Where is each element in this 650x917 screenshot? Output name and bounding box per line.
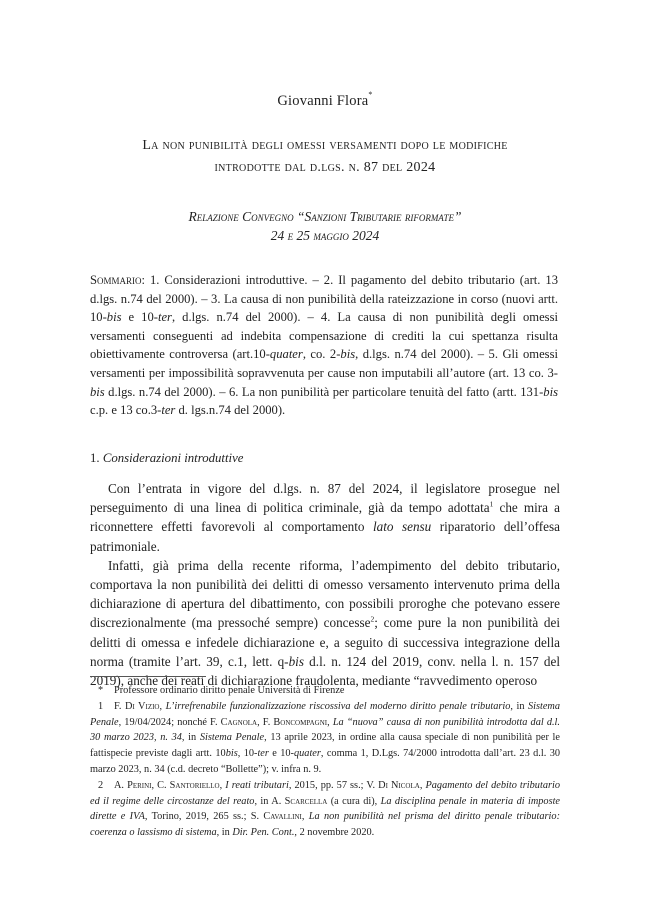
footnote-text: , 13 aprile 2023, in ordine alla causa speciale di non punibilità per le fattispecie previste dagli artt. 10 (90, 732, 560, 760)
subtitle-line-1: Relazione Convegno “Sanzioni Tributarie riformate” (188, 209, 462, 224)
section-number: 1. (90, 451, 100, 465)
footnote-author: Cavallini (263, 811, 302, 823)
footnote-author: Di Vizio (124, 700, 160, 712)
footnote-number: * (98, 685, 104, 696)
footnote-text: , (327, 716, 333, 728)
subtitle-line-2: 24 e 25 maggio 2024 (270, 228, 380, 243)
footnote-author: Perini (127, 779, 152, 791)
footnote-italic: Dir. Pen. Cont. (232, 827, 295, 839)
footnote-text: F. (114, 700, 125, 712)
footnote-text: , 2 novembre 2020. (294, 827, 375, 839)
footnote-text: (a cura di), (327, 795, 381, 807)
footnote-star (90, 683, 560, 699)
body-text-run: che mira a riconnettere effetti favorevoli al comportamento (90, 500, 560, 535)
footnote-author: Cagnola (220, 716, 258, 728)
footnote-italic: quater (294, 748, 321, 760)
footnote-italic: bis (225, 748, 238, 760)
author-name (0, 90, 650, 110)
summary-italic: bis (106, 310, 122, 325)
footnote-text: , C. (151, 779, 170, 791)
footnote-text: , in A. (254, 795, 285, 807)
footnote-text: , (301, 811, 309, 823)
summary-text: e 10- (121, 310, 158, 325)
summary-italic: ter (161, 403, 176, 418)
footnote-ref[interactable]: 2 (370, 615, 375, 625)
summary-italic: ter (157, 310, 172, 325)
summary-text: , co. 2- (302, 347, 341, 362)
body-paragraph-1 (90, 479, 560, 556)
article-title (60, 135, 590, 179)
footnote-ref[interactable]: 1 (489, 499, 494, 509)
footnote-italic: La non punibilità nel prisma del diritto penale tributario: coerenza o lassismo di sistema (90, 811, 560, 839)
body-paragraph-2 (90, 556, 560, 690)
summary-text: d. lgs.n.74 del 2000). (175, 403, 286, 418)
summary-text: , d.lgs. n.74 del 2000). – 4. La causa di non punibilità degli omessi versamenti conseguenti ad indebita compensazione di crediti la cui spettanza risulta obiettivamente controversa (art.10- (90, 310, 558, 362)
footnote-italic: Sistema Penale (90, 700, 561, 728)
summary-italic: bis (90, 384, 105, 399)
body-text-run: Infatti, già prima della recente riforma, l’adempimento del debito tributario, comportava la non punibilità dei delitti di omesso versamento intervenuto prima della dichiarazione di apertura del dibattimento, con possibili proroghe che potevano essere discrezionalmente (ma pressoché sempre) concesse (90, 557, 560, 631)
footnote-divider (90, 676, 206, 677)
author-footnote-mark: * (368, 90, 373, 99)
footnote-1 (90, 699, 560, 778)
body-italic: bis (288, 653, 304, 669)
article-subtitle (60, 207, 590, 245)
footnote-italic: La disciplina penale in materia di imposte dirette e IVA (90, 795, 561, 823)
footnote-italic: I reati tributari (225, 779, 289, 791)
body-text-run: ; come pure la non punibilità dei delitti di omessa e infedele dichiarazione e, a seguito di successiva integrazione della norma (tramite l’art. 39, c.1, lett. q- (90, 615, 560, 669)
footnote-text: Professore ordinario diritto penale Università di Firenze (114, 685, 345, 696)
footnote-text: , Torino, 2019, 265 ss.; S. (144, 811, 264, 823)
author-name-text: Giovanni Flora (277, 93, 369, 109)
footnote-text: , F. (257, 716, 274, 728)
summary-italic: bis (543, 384, 558, 399)
footnote-italic: Sistema Penale (199, 732, 265, 744)
footnote-number: 2 (98, 779, 104, 791)
summary-italic: bis (340, 347, 356, 362)
summary-label: Sommario: (90, 273, 146, 287)
footnote-text: , 2015, pp. 57 ss.; V. (288, 779, 379, 791)
footnote-text: in (184, 732, 200, 744)
footnote-2 (90, 778, 560, 841)
title-line-2: introdotte dal d.lgs. n. 87 del 2024 (214, 160, 436, 175)
footnote-italic: L’irrefrenabile funzionalizzazione riscossiva del moderno diritto penale tributario (165, 700, 511, 712)
footnote-text: , in (216, 827, 233, 839)
body-text-run: Con l’entrata in vigore del d.lgs. n. 87 del 2024, il legislatore prosegue nel perseguimento di una linea di politica criminale, già da tempo adottata (90, 481, 560, 516)
footnote-text: e 10- (268, 748, 294, 760)
footnote-author: Scarcella (284, 795, 328, 807)
footnote-author: Di Nicola (378, 779, 420, 791)
footnote-text: , 19/04/2024; nonché F. (118, 716, 221, 728)
summary-text: c.p. e 13 co.3- (90, 403, 162, 418)
section-heading (90, 451, 558, 466)
footnote-author: Boncompagni (273, 716, 328, 728)
section-title: Considerazioni introduttive (102, 451, 244, 465)
body-text (90, 479, 560, 690)
summary-italic: quater (269, 347, 303, 362)
footnote-text: , (159, 700, 166, 712)
footnote-text: , comma 1, D.Lgs. 74/2000 introdotta dall’art. 23 d.l. 30 marzo 2023, n. 34 (c.d. decreto “Bollette”); v. infra n. 9. (90, 748, 560, 775)
footnote-italic: Pagamento del debito tributario ed il regime delle circostanze del reato (90, 779, 560, 807)
footnote-number: 1 (98, 700, 104, 712)
footnote-text: , (219, 779, 226, 791)
footnotes (90, 683, 560, 841)
summary-text: d.lgs. n.74 del 2000). – 6. La non punibilità per particolare tenuità del fatto (artt. 131- (104, 384, 544, 399)
body-italic: lato sensu (372, 519, 432, 535)
body-text-run: d.l. n. 124 del 2019, conv. nella l. n. 157 del 2019), anche dei reati di dichiarazione fraudolenta, mediante “ravvedimento operoso (90, 653, 560, 689)
footnote-text: , (419, 779, 426, 791)
footnote-text: A. (114, 779, 128, 791)
footnote-text: , in (510, 700, 528, 712)
summary-text: , d.lgs. n.74 del 2000). – 5. Gli omessi versamenti per impossibilità sopravvenuta per cause non imputabili all’autore (art. 13 co. 3- (90, 347, 558, 380)
summary-text: 1. Considerazioni introduttive. – 2. Il pagamento del debito tributario (art. 13 d.lgs. n.74 del 2000). – 3. La causa di non punibilità della rateizzazione in corso (nuovi artt. 10- (90, 273, 558, 325)
summary-paragraph (90, 271, 558, 420)
footnote-author: Santoriello (169, 779, 220, 791)
body-text-run: riparatorio dell’offesa patrimoniale. (90, 519, 560, 554)
footnote-italic: La “nuova” causa di non punibilità introdotta dal d.l. 30 marzo 2023, n. 34, (90, 716, 560, 744)
title-line-1: La non punibilità degli omessi versamenti dopo le modifiche (142, 138, 508, 153)
footnote-italic: ter (257, 748, 269, 760)
footnote-text: , 10- (237, 748, 258, 760)
